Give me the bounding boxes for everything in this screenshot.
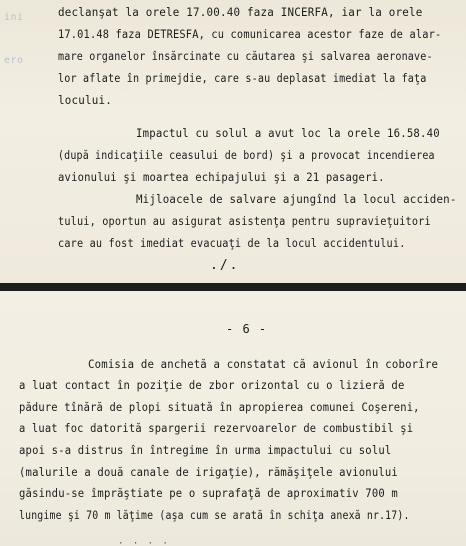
page-number: - 6 -: [226, 322, 268, 336]
bleed-through-mark: ini: [4, 12, 24, 23]
bleed-through-mark: ero: [4, 55, 24, 66]
body-text-line: locului.: [58, 93, 113, 107]
section-end-mark: ./.: [210, 258, 240, 273]
document-page-bottom: [0, 291, 466, 546]
body-text-line: lor aflate în primejdie, care s-au deplasat imediat la faţa: [58, 71, 427, 85]
cropped-text-fragment: · · · ·: [118, 539, 170, 546]
body-text-line: 17.01.48 faza DETRESFA, cu comunicarea acestor faze de alar-: [58, 27, 442, 41]
body-text-line: declanşat la orele 17.00.40 faza INCERFA, iar la orele: [58, 5, 423, 19]
body-text-line: Impactul cu solul a avut loc la orele 16.58.40: [136, 126, 440, 140]
body-text-line: lungime şi 70 m lăţime (aşa cum se arată în schiţa anexă nr.17).: [19, 508, 410, 522]
page-separator: [0, 283, 466, 291]
body-text-line: (malurile a două canale de irigaţie), rămăşiţele avionului: [19, 465, 398, 479]
body-text-line: Mijloacele de salvare ajungînd la locul acciden-: [136, 192, 457, 206]
body-text-line: care au fost imediat evacuaţi de la locul accidentului.: [58, 236, 406, 250]
body-text-line: a luat foc datorită spargerii rezervoarelor de combustibil şi: [19, 421, 414, 435]
body-text-line: Comisia de anchetă a constatat că avionul în coborîre: [88, 357, 439, 371]
body-text-line: avionului şi moartea echipajului şi a 21 pasageri.: [58, 170, 385, 184]
body-text-line: găsindu-se împrăştiate pe o suprafaţă de aproximativ 700 m: [19, 486, 398, 500]
body-text-line: (după indicaţiile ceasului de bord) şi a provocat incendierea: [58, 148, 435, 162]
body-text-line: tului, oportun au asigurat asistenţa pentru supravieţuitori: [58, 214, 431, 228]
body-text-line: pădure tînără de plopi situată în apropierea comunei Coşereni,: [19, 400, 420, 414]
body-text-line: apoi s-a distrus în întregime în urma impactului cu solul: [19, 443, 392, 457]
body-text-line: a luat contact în poziţie de zbor orizontal cu o lizieră de: [19, 378, 405, 392]
body-text-line: mare organelor însărcinate cu căutarea şi salvarea aeronave-: [58, 49, 433, 63]
